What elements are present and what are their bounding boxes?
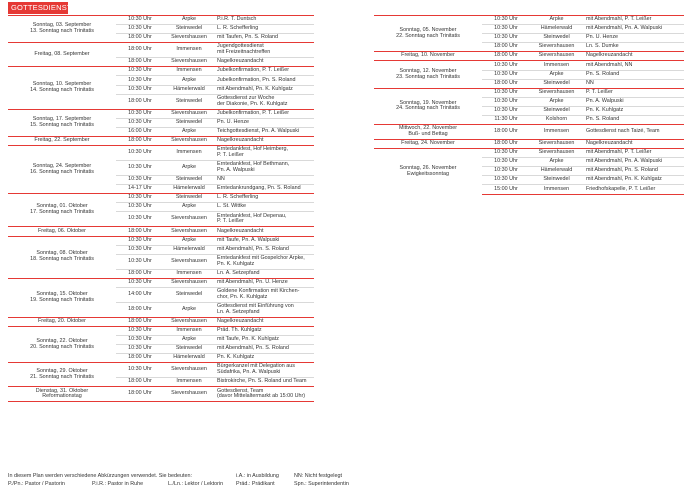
service-time: 18:00 Uhr [116, 43, 164, 58]
service-event: mit Abendmahl, Pn. K. Kuhlgatz [583, 176, 684, 185]
service-event: mit Abendmahl, NN [583, 61, 684, 70]
service-event: Friedhofskapelle, P. T. Leißer [583, 185, 684, 194]
service-event: Gottesdienst mit Einführung von Ln. A. Setzepfand [214, 302, 314, 317]
service-time: 18:00 Uhr [482, 43, 530, 52]
service-event: Nagelkreuzandacht [214, 317, 314, 326]
service-place: Immensen [530, 125, 583, 140]
service-time: 15:00 Uhr [482, 185, 530, 194]
service-date: Sonntag, 17. September 15. Sonntag nach Trinitatis [8, 109, 116, 136]
service-row [374, 52, 684, 61]
service-event: mit Abendmahl, Pn. U. Henze [214, 278, 314, 287]
service-event: Jubelkonfirmation, P. T. Leißer [214, 67, 314, 76]
service-time: 10:30 Uhr [116, 278, 164, 287]
service-place: Arpke [164, 302, 214, 317]
service-time: 10:30 Uhr [482, 97, 530, 106]
service-event: Nagelkreuzandacht [583, 139, 684, 148]
service-time: 10:30 Uhr [116, 236, 164, 245]
service-event: Erntedankfest, Hof Bethmann, Pn. A. Walpuski [214, 161, 314, 176]
service-event: Pn. S. Roland [583, 70, 684, 79]
service-place: Steinwedel [530, 176, 583, 185]
service-place: Hämelerwald [164, 85, 214, 94]
right-schedule-table [374, 15, 684, 195]
service-time: 14-17 Uhr [116, 185, 164, 194]
service-date: Mittwoch, 22. November Buß- und Bettag [374, 125, 482, 140]
service-time: 18:00 Uhr [116, 302, 164, 317]
service-date: Freitag, 08. September [8, 43, 116, 67]
service-place: Immensen [164, 269, 214, 278]
service-date: Freitag, 24. November [374, 139, 482, 148]
service-row [8, 278, 314, 287]
service-date: Freitag, 06. Oktober [8, 227, 116, 236]
service-place: Arpke [164, 203, 214, 212]
service-date: Sonntag, 01. Oktober 17. Sonntag nach Trinitatis [8, 194, 116, 227]
service-time: 18:00 Uhr [116, 317, 164, 326]
service-row [374, 125, 684, 140]
legend-pastor: P./Pn.: Pastor / Pastorin [8, 481, 65, 487]
service-time: 10:30 Uhr [482, 25, 530, 34]
service-date: Sonntag, 12. November 23. Sonntag nach Trinitatis [374, 61, 482, 88]
service-date: Sonntag, 22. Oktober 20. Sonntag nach Trinitatis [8, 326, 116, 362]
service-row [8, 146, 314, 161]
service-event: mit Abendmahl, Pn. K. Kuhlgatz [214, 85, 314, 94]
service-event: mit Abendmahl, Pn. A. Walpuski [583, 25, 684, 34]
service-place: Sievershausen [164, 227, 214, 236]
service-place: Arpke [164, 76, 214, 85]
service-time: 18:00 Uhr [482, 79, 530, 88]
service-time: 18:00 Uhr [116, 136, 164, 145]
service-row [8, 326, 314, 335]
service-row [8, 387, 314, 402]
service-time: 10:30 Uhr [116, 326, 164, 335]
service-row [374, 88, 684, 97]
service-event: mit Taufe, Pn. A. Walpuski [214, 236, 314, 245]
service-time: 10:30 Uhr [116, 109, 164, 118]
service-place: Sievershausen [164, 212, 214, 227]
service-event: Jubelkonfirmation, P. T. Leißer [214, 109, 314, 118]
service-date: Sonntag, 15. Oktober 19. Sonntag nach Trinitatis [8, 278, 116, 317]
service-time: 18:00 Uhr [116, 269, 164, 278]
service-time: 18:00 Uhr [116, 227, 164, 236]
service-event: Pn. K. Kuhlgatz [583, 106, 684, 115]
service-time: 10:30 Uhr [482, 34, 530, 43]
service-row [374, 61, 684, 70]
service-place: Hämelerwald [164, 354, 214, 363]
service-row [8, 16, 314, 25]
service-event: mit Abendmahl, Pn. S. Roland [214, 345, 314, 354]
service-time: 10:30 Uhr [116, 203, 164, 212]
legend-intro: In diesem Plan werden verschiedene Abkürzungen verwendet. Sie bedeuten: [8, 473, 192, 479]
legend-pir: P.i.R.: Pastor in Ruhe [92, 481, 144, 487]
service-row [8, 67, 314, 76]
service-time: 10:30 Uhr [482, 167, 530, 176]
service-time: 16:00 Uhr [116, 127, 164, 136]
service-event: mit Abendmahl, P. T. Leißer [583, 149, 684, 158]
service-event: P.i.R. T. Duntsch [214, 16, 314, 25]
service-time: 18:00 Uhr [482, 52, 530, 61]
service-event: Teichgottesdienst, Pn. A. Walpuski [214, 127, 314, 136]
service-event: Nagelkreuzandacht [214, 227, 314, 236]
service-time: 10:30 Uhr [116, 25, 164, 34]
service-time: 10:30 Uhr [116, 336, 164, 345]
legend-praedikant: Präd.: Prädikant [236, 481, 275, 487]
service-place: Steinwedel [164, 176, 214, 185]
service-date: Sonntag, 08. Oktober 18. Sonntag nach Trinitatis [8, 236, 116, 278]
service-place: Immensen [164, 378, 214, 387]
service-place: Immensen [164, 67, 214, 76]
service-place: Sievershausen [530, 88, 583, 97]
service-event: mit Abendmahl, P. T. Leißer [583, 16, 684, 25]
service-place: Steinwedel [164, 25, 214, 34]
service-row [8, 109, 314, 118]
service-time: 10:30 Uhr [116, 67, 164, 76]
service-time: 10:30 Uhr [116, 345, 164, 354]
service-event: mit Taufe, Pn. K. Kuhlgatz [214, 336, 314, 345]
service-place: Steinwedel [164, 194, 214, 203]
service-date: Dienstag, 31. Oktober Reformationstag [8, 387, 116, 402]
service-place: Arpke [164, 16, 214, 25]
service-date: Freitag, 20. Oktober [8, 317, 116, 326]
service-time: 10:30 Uhr [116, 76, 164, 85]
service-place: Arpke [164, 127, 214, 136]
service-time: 18:00 Uhr [116, 94, 164, 109]
service-row [8, 363, 314, 378]
service-time: 10:30 Uhr [116, 85, 164, 94]
service-date: Freitag, 22. September [8, 136, 116, 145]
service-place: Immensen [164, 326, 214, 335]
service-place: Steinwedel [530, 79, 583, 88]
service-place: Steinwedel [530, 34, 583, 43]
service-event: mit Abendmahl, Pn. S. Roland [214, 245, 314, 254]
service-place: Arpke [164, 236, 214, 245]
service-time: 10:30 Uhr [116, 146, 164, 161]
service-time: 10:30 Uhr [482, 88, 530, 97]
service-event: Ln. A. Setzepfand [214, 269, 314, 278]
service-place: Sievershausen [164, 278, 214, 287]
service-event: L. R. Schefferling [214, 194, 314, 203]
service-place: Arpke [164, 336, 214, 345]
service-row [8, 227, 314, 236]
service-place: Arpke [530, 97, 583, 106]
service-event: Pn. S. Roland [583, 116, 684, 125]
service-date: Sonntag, 29. Oktober 21. Sonntag nach Trinitatis [8, 363, 116, 387]
service-event: Gottesdienst, Team (davor Mittelaltermarkt ab 15:00 Uhr) [214, 387, 314, 402]
service-time: 10:30 Uhr [482, 176, 530, 185]
service-place: Immensen [164, 146, 214, 161]
service-place: Immensen [530, 185, 583, 194]
service-time: 11:30 Uhr [482, 116, 530, 125]
service-event: L. St. Wittke [214, 203, 314, 212]
service-place: Sievershausen [530, 52, 583, 61]
service-place: Steinwedel [164, 118, 214, 127]
service-date: Sonntag, 03. September 13. Sonntag nach Trinitatis [8, 16, 116, 43]
service-event: NN [583, 79, 684, 88]
service-place: Sievershausen [530, 43, 583, 52]
service-place: Sievershausen [164, 109, 214, 118]
service-place: Immensen [164, 43, 214, 58]
service-place: Sievershausen [164, 34, 214, 43]
service-event: Goldene Konfirmation mit Kirchen- chor, Pn. K. Kuhlgatz [214, 287, 314, 302]
service-event: Pn. A. Walpuski [583, 97, 684, 106]
service-place: Hämelerwald [164, 185, 214, 194]
service-event: Bistrokirche, Pn. S. Roland und Team [214, 378, 314, 387]
service-row [374, 139, 684, 148]
service-place: Kolshorn [530, 116, 583, 125]
service-place: Hämelerwald [530, 167, 583, 176]
service-event: Präd. Th. Kuhlgatz [214, 326, 314, 335]
service-time: 10:30 Uhr [482, 61, 530, 70]
service-time: 10:30 Uhr [116, 16, 164, 25]
service-event: Nagelkreuzandacht [583, 52, 684, 61]
service-time: 10:30 Uhr [116, 118, 164, 127]
service-place: Sievershausen [530, 139, 583, 148]
service-event: Pn. U. Henze [583, 34, 684, 43]
service-place: Steinwedel [164, 345, 214, 354]
service-event: mit Abendmahl, Pn. A. Walpuski [583, 158, 684, 167]
service-time: 10:30 Uhr [482, 16, 530, 25]
service-event: Jubelkonfirmation, Pn. S. Roland [214, 76, 314, 85]
service-place: Sievershausen [164, 363, 214, 378]
service-event: NN [214, 176, 314, 185]
service-row [8, 136, 314, 145]
service-event: Ln. S. Dumke [583, 43, 684, 52]
service-row [8, 317, 314, 326]
service-date: Sonntag, 10. September 14. Sonntag nach Trinitatis [8, 67, 116, 109]
service-event: Gottesdienst zur Woche der Diakonie, Pn. K. Kuhlgatz [214, 94, 314, 109]
service-time: 18:00 Uhr [482, 125, 530, 140]
service-event: Erntedankfest, Hof Depenau, P. T. Leißer [214, 212, 314, 227]
service-time: 18:00 Uhr [116, 34, 164, 43]
service-place: Arpke [530, 70, 583, 79]
service-time: 10:30 Uhr [116, 161, 164, 176]
service-place: Steinwedel [164, 94, 214, 109]
service-event: Pn. U. Henze [214, 118, 314, 127]
service-place: Hämelerwald [164, 245, 214, 254]
service-date: Sonntag, 19. November 24. Sonntag nach Trinitatis [374, 88, 482, 124]
service-event: Erntedankfest, Hof Heimberg, P. T. Leißer [214, 146, 314, 161]
service-time: 14:00 Uhr [116, 287, 164, 302]
service-time: 18:00 Uhr [116, 387, 164, 402]
service-row [8, 43, 314, 58]
legend-lektor: L./Ln.: Lektor / Lektorin [168, 481, 224, 487]
service-time: 10:30 Uhr [116, 363, 164, 378]
legend-nn: NN: Nicht festgelegt [294, 473, 342, 479]
service-time: 18:00 Uhr [482, 139, 530, 148]
service-row [8, 194, 314, 203]
service-place: Sievershausen [164, 317, 214, 326]
service-event: Bürgerkanzel mit Delegation aus Südafrika, Pn. A. Walpuski [214, 363, 314, 378]
service-place: Sievershausen [164, 254, 214, 269]
service-event: Jugendgottesdienst mit Freizeitnachtreffen [214, 43, 314, 58]
section-title: GOTTESDIENSTE [8, 2, 68, 14]
service-event: Pn. K. Kuhlgatz [214, 354, 314, 363]
service-time: 10:30 Uhr [482, 149, 530, 158]
service-time: 10:30 Uhr [116, 212, 164, 227]
service-event: L. R. Schefferling [214, 25, 314, 34]
service-date: Sonntag, 26. November Ewigkeitssonntag [374, 149, 482, 194]
service-date: Freitag, 10. November [374, 52, 482, 61]
service-row [374, 149, 684, 158]
service-time: 18:00 Uhr [116, 378, 164, 387]
service-place: Sievershausen [530, 149, 583, 158]
service-time: 18:00 Uhr [116, 354, 164, 363]
service-place: Arpke [164, 161, 214, 176]
service-place: Hämelerwald [530, 25, 583, 34]
service-event: Erntedankfest mit Gospelchor Arpke, Pn. K. Kuhlgatz [214, 254, 314, 269]
legend-ia: i.A.: in Ausbildung [236, 473, 279, 479]
service-time: 10:30 Uhr [482, 70, 530, 79]
service-place: Arpke [530, 16, 583, 25]
service-date: Sonntag, 05. November 22. Sonntag nach Trinitatis [374, 16, 482, 52]
service-time: 10:30 Uhr [116, 245, 164, 254]
service-event: mit Abendmahl, Pn. S. Roland [583, 167, 684, 176]
service-place: Sievershausen [164, 136, 214, 145]
service-time: 10:30 Uhr [482, 106, 530, 115]
service-event: Erntedankrundgang, Pn. S. Roland [214, 185, 314, 194]
service-time: 10:30 Uhr [116, 254, 164, 269]
service-time: 10:30 Uhr [116, 194, 164, 203]
service-place: Arpke [530, 158, 583, 167]
service-place: Immensen [530, 61, 583, 70]
legend-superintendentin: Spn.: Superintendentin [294, 481, 349, 487]
service-row [8, 236, 314, 245]
service-event: mit Taufen, Pn. S. Roland [214, 34, 314, 43]
service-place: Steinwedel [164, 287, 214, 302]
service-event: Gottesdienst nach Taizé, Team [583, 125, 684, 140]
service-event: Nagelkreuzandacht [214, 136, 314, 145]
service-place: Sievershausen [164, 58, 214, 67]
service-event: P. T. Leißer [583, 88, 684, 97]
service-place: Sievershausen [164, 387, 214, 402]
service-event: Nagelkreuzandacht [214, 58, 314, 67]
service-time: 10:30 Uhr [116, 176, 164, 185]
service-place: Steinwedel [530, 106, 583, 115]
service-time: 18:00 Uhr [116, 58, 164, 67]
service-time: 10:30 Uhr [482, 158, 530, 167]
service-date: Sonntag, 24. September 16. Sonntag nach Trinitatis [8, 146, 116, 194]
left-schedule-table [8, 15, 314, 402]
service-row [374, 16, 684, 25]
